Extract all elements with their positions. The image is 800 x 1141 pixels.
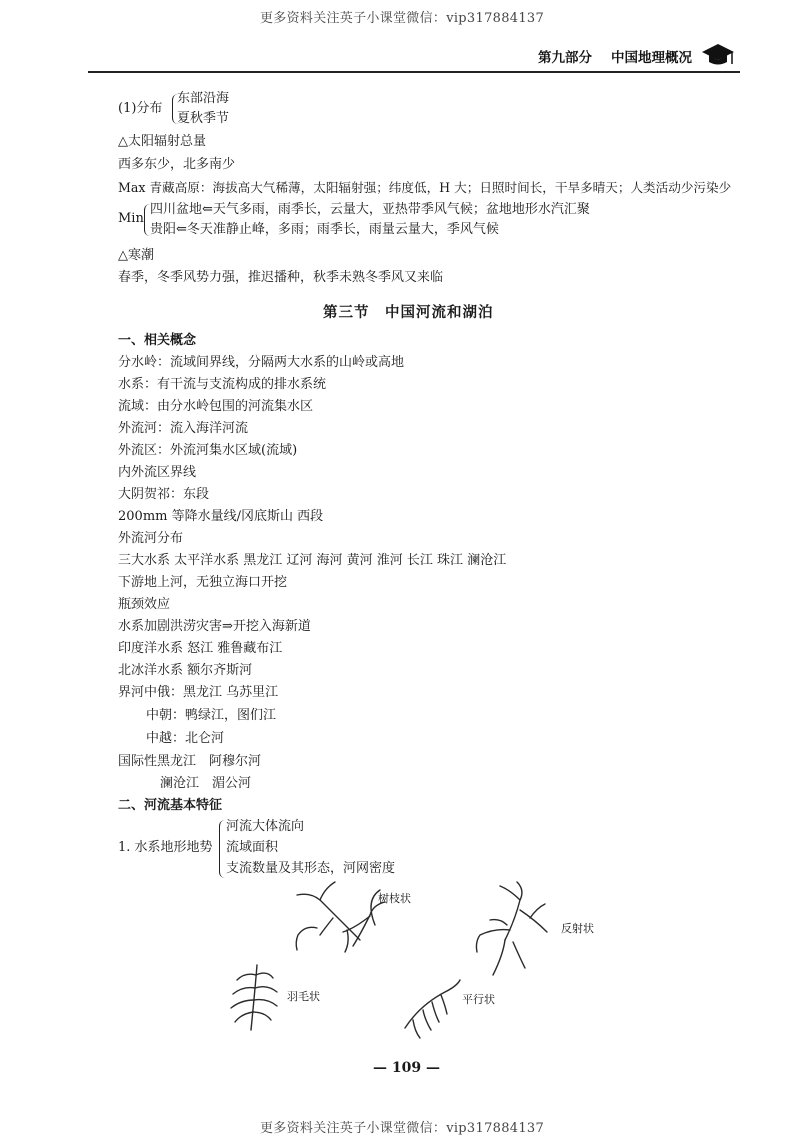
max-line: Max 青藏高原：海拔高大气稀薄，太阳辐射强；纬度低，H 大；日照时间长，干旱多晴天；人类活动少污染少	[118, 180, 732, 195]
features-label: 1. 水系地形地势	[118, 840, 213, 855]
distribution-item: 夏秋季节	[177, 111, 230, 126]
header-rule	[88, 71, 740, 73]
header-part: 第九部分	[538, 50, 592, 66]
label-pinnate: 羽毛状	[287, 990, 320, 1003]
concept-line: 水系：有干流与支流构成的排水系统	[118, 377, 327, 392]
label-radial: 反射状	[561, 922, 594, 935]
concept-line: 三大水系 太平洋水系 黑龙江 辽河 海河 黄河 淮河 长江 珠江 澜沧江	[118, 553, 507, 568]
features-heading: 二、河流基本特征	[118, 798, 223, 813]
concept-line: 界河中俄：黑龙江 乌苏里江	[118, 685, 279, 700]
parallel-pattern	[405, 980, 460, 1038]
graduation-cap-icon	[700, 40, 736, 68]
label-dendritic: 树枝状	[378, 892, 411, 905]
concept-line: 200mm 等降水量线/冈底斯山 西段	[118, 509, 324, 524]
concept-line: 印度洋水系 怒江 雅鲁藏布江	[118, 641, 283, 656]
distribution-label: (1)分布	[118, 101, 163, 116]
min-item: 贵阳⇐冬天准静止峰，多雨；雨季长，雨量云量大，季风气候	[150, 222, 499, 237]
pinnate-pattern	[231, 965, 277, 1030]
concept-indent-line: 中朝：鸭绿江，图们江	[146, 708, 277, 723]
concepts-heading: 一、相关概念	[118, 333, 197, 348]
page-number: — 109 —	[373, 1060, 440, 1076]
min-label: Min	[118, 211, 144, 226]
concept-line: 瓶颈效应	[118, 597, 171, 612]
concept-line: 内外流区界线	[118, 465, 197, 480]
drainage-pattern-diagram	[225, 880, 635, 1045]
watermark-bottom: 更多资料关注英子小课堂微信：vip317884137	[260, 1121, 545, 1136]
section-title: 第三节 中国河流和湖泊	[323, 304, 494, 321]
features-item: 河流大体流向	[226, 819, 305, 834]
header-title: 中国地理概况	[611, 50, 692, 66]
solar-line: 西多东少，北多南少	[118, 157, 236, 172]
radial-pattern	[476, 882, 547, 975]
features-item: 支流数量及其形态，河网密度	[226, 861, 396, 876]
concept-indent-line: 中越：北仑河	[146, 731, 225, 746]
concept-line: 下游地上河，无独立海口开挖	[118, 575, 288, 590]
concept-line: 分水岭：流域间界线，分隔两大水系的山岭或高地	[118, 355, 405, 370]
concept-line: 外流区：外流河集水区域(流域)	[118, 443, 298, 458]
concept-line: 水系加剧洪涝灾害⇒开挖入海新道	[118, 619, 311, 634]
distribution-item: 东部沿海	[177, 91, 230, 106]
concept-line: 流域：由分水岭包围的河流集水区	[118, 399, 314, 414]
concept-line: 外流河：流入海洋河流	[118, 421, 249, 436]
international-line: 国际性黑龙江 阿穆尔河	[118, 754, 262, 769]
concept-line: 大阴贺祁：东段	[118, 487, 210, 502]
dendritic-pattern	[296, 882, 385, 952]
features-item: 流域面积	[226, 840, 279, 855]
concept-line: 外流河分布	[118, 531, 184, 546]
concept-line: 北冰洋水系 额尔齐斯河	[118, 663, 253, 678]
solar-heading: △太阳辐射总量	[118, 134, 206, 149]
international-sub: 澜沧江 湄公河	[160, 776, 252, 791]
watermark-top: 更多资料关注英子小课堂微信：vip317884137	[260, 11, 545, 26]
cold-heading: △寒潮	[118, 248, 154, 263]
cold-line: 春季，冬季风势力强，推迟播种，秋季未熟冬季风又来临	[118, 270, 444, 285]
label-parallel: 平行状	[462, 993, 495, 1006]
min-item: 四川盆地⇐天气多雨，雨季长，云量大，亚热带季风气候；盆地地形水汽汇聚	[150, 202, 590, 217]
